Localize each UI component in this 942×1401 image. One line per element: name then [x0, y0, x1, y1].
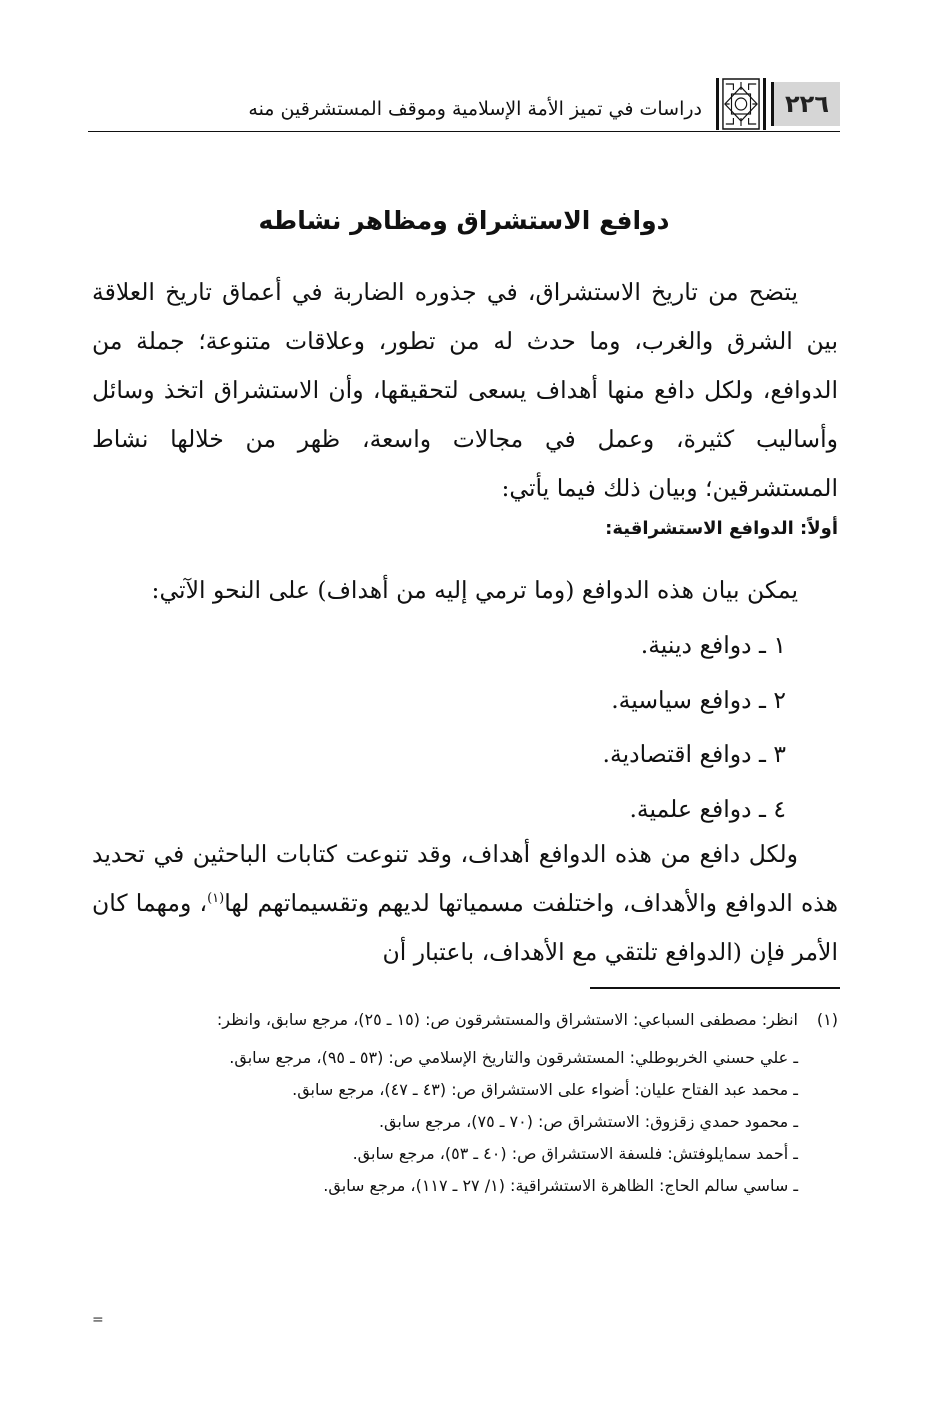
header-rule: [88, 131, 840, 132]
section-title: دوافع الاستشراق ومظاهر نشاطه: [258, 206, 670, 235]
footnote-reference: (١): [207, 891, 225, 907]
paragraph-goals-text: ولكل دافع من هذه الدوافع أهداف، وقد تنوعت كتابات الباحثين في تحديد هذه الدوافع والأهداف، واختلفت مسمياتها لديهم وتقسيماتهم لها: [92, 840, 838, 917]
running-title: دراسات في تميز الأمة الإسلامية وموقف المستشرقين منه: [248, 98, 702, 120]
paragraph-goals-continuation: ، ومهما كان الأمر فإن (الدوافع تلتقي مع الأهداف، باعتبار أن: [92, 889, 838, 966]
footnote-main-text: انظر: مصطفى السباعي: الاستشراق والمستشرقون ص: (١٥ ـ ٢٥)، مرجع سابق، وانظر:: [216, 1010, 798, 1029]
geometric-ornament-icon: [716, 78, 766, 130]
list-item: ١ ـ دوافع دينية.: [640, 631, 786, 659]
motives-list: [603, 618, 786, 836]
footnote-source: ـ أحمد سمايلوفتش: فلسفة الاستشراق ص: (٤٠ ـ ٥٣)، مرجع سابق.: [352, 1144, 798, 1163]
paragraph-intro: يتضح من تاريخ الاستشراق، في جذوره الضاربة في أعماق تاريخ العلاقة بين الشرق والغرب، وما حدث له من تطور، وعلاقات متنوعة؛ جملة من الدوافع، ولكل دافع منها أهداف يسعى لتحقيقها، وأن الاستشراق اتخذ وسائل وأساليب كثيرة، وعمل في مجالات واسعة، ظهر من خلالها نشاط المستشرقين؛ وبيان ذلك فيما يأتي:: [92, 278, 838, 502]
page-number: ٢٢٦: [771, 82, 840, 126]
footnote-number: (١): [816, 1010, 838, 1029]
paragraph-motives-intro: يمكن بيان هذه الدوافع (وما ترمي إليه من أهداف) على النحو الآتي:: [151, 576, 798, 604]
footnote-source: ـ ساسي سالم الحاج: الظاهرة الاستشراقية: (١/ ٢٧ ـ ١١٧)، مرجع سابق.: [323, 1176, 798, 1195]
subheading-motives: أولاً: الدوافع الاستشراقية:: [605, 518, 838, 539]
continuation-mark: =: [92, 1312, 104, 1328]
list-item: ٢ ـ دوافع سياسية.: [611, 685, 786, 714]
footnote-source: ـ محمود حمدي زقزوق: الاستشراق ص: (٧٠ ـ ٧٥)، مرجع سابق.: [378, 1112, 798, 1131]
footnote-rule: [590, 987, 840, 989]
footnotes: [92, 1005, 838, 1201]
footnote-1: [92, 1005, 838, 1035]
list-item: ٣ ـ دوافع اقتصادية.: [602, 740, 786, 768]
footnote-source: ـ علي حسني الخربوطلي: المستشرقون والتاريخ الإسلامي ص: (٥٣ ـ ٩٥)، مرجع سابق.: [229, 1048, 798, 1067]
footnote-source: ـ محمد عبد الفتاح عليان: أضواء على الاستشراق ص: (٤٣ ـ ٤٧)، مرجع سابق.: [292, 1080, 798, 1099]
paragraph-goals: [92, 830, 838, 977]
footnote-sources: [92, 1035, 798, 1201]
list-item: ٤ ـ دوافع علمية.: [629, 794, 786, 823]
running-header: [88, 78, 840, 130]
